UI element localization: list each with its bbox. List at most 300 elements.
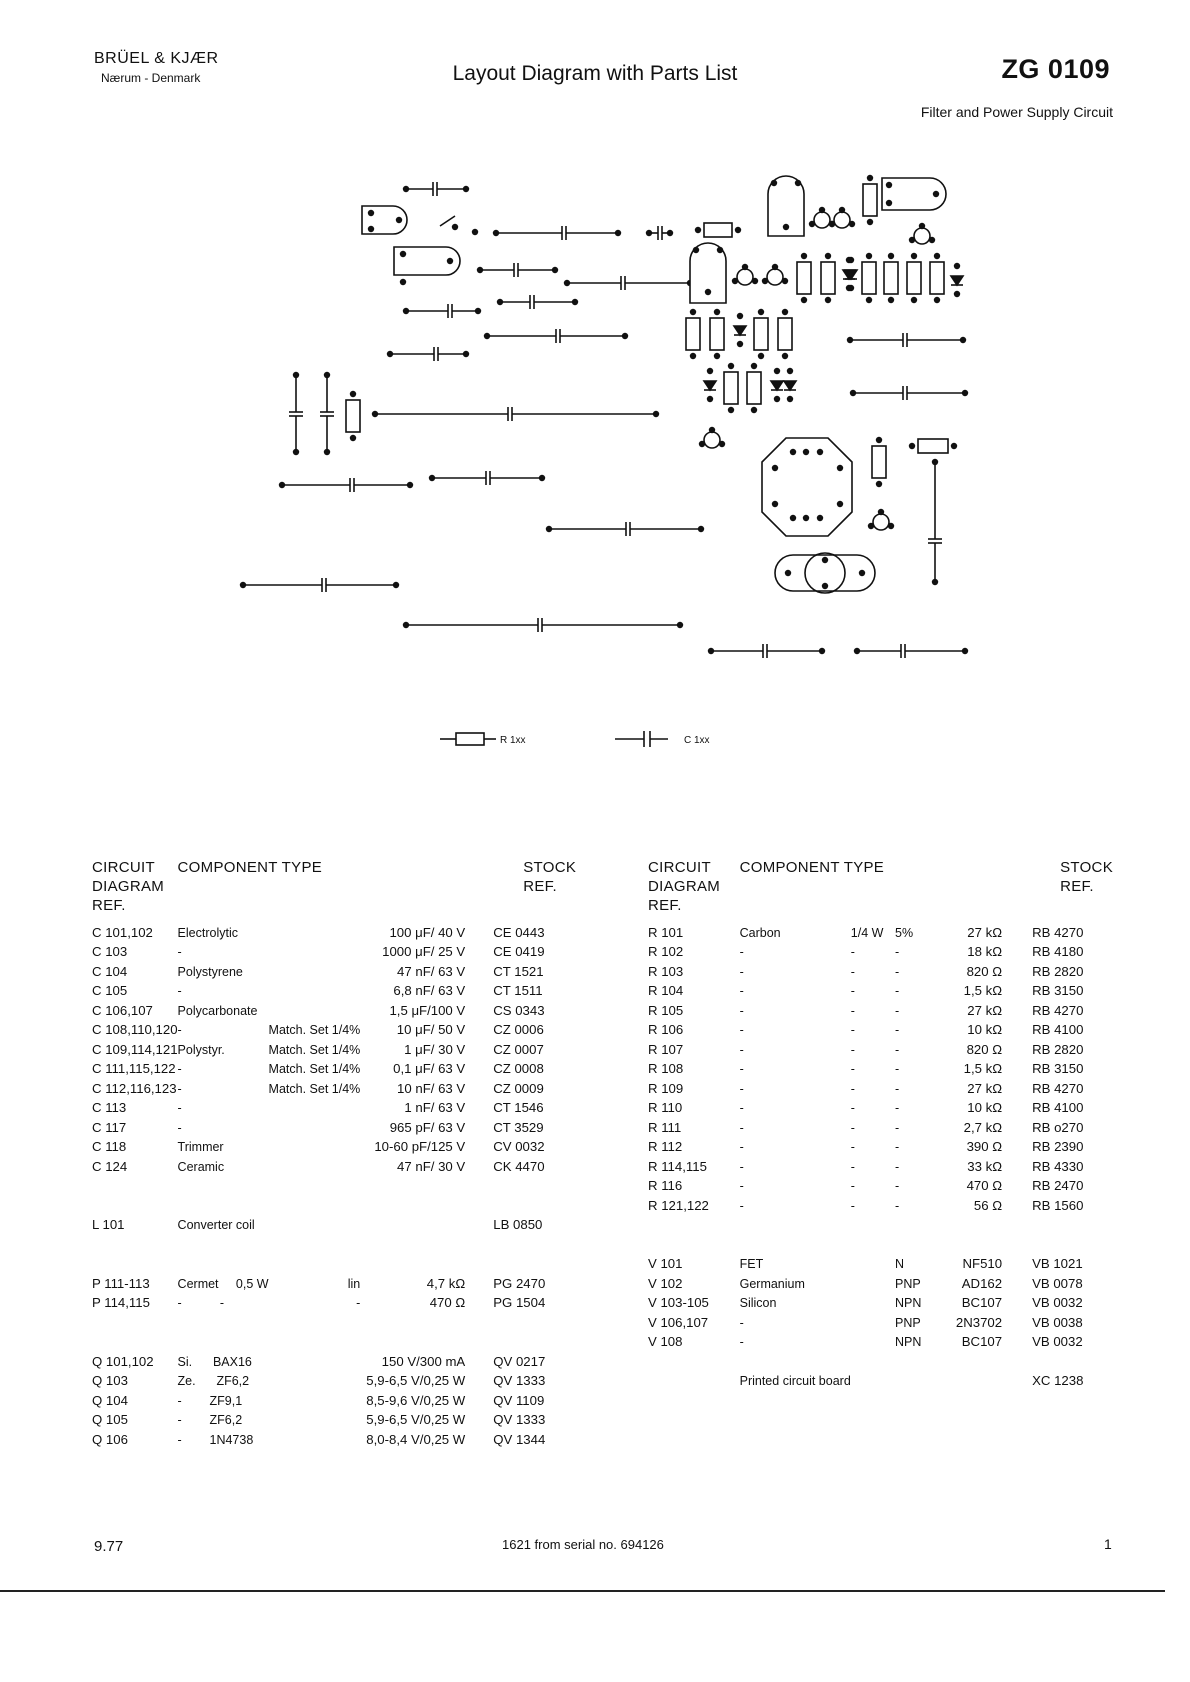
resistor-pad [876,481,882,487]
cell-stock: VB 0032 [1032,1295,1083,1310]
pot-pad [717,247,723,253]
table-row [648,1369,1113,1389]
resistor-pad [866,297,872,303]
cell-ref: R 121,122 [648,1197,709,1213]
cell-c: 4,7 kΩ [426,1275,466,1291]
cell-ref [92,1252,178,1272]
cell-d: BC107 [961,1334,1003,1349]
cell-a: - [177,945,182,959]
resistor-body [907,262,921,294]
cell-stock [493,1310,576,1330]
cell-ref: R 101 [648,924,684,940]
col-header-type: COMPONENT TYPE [177,859,323,876]
cell-ref: Q 105 [92,1412,128,1427]
cell-b [269,1174,367,1194]
cell-stock: CV 0032 [493,1139,545,1154]
cell-c: 150 V/300 mA [381,1353,466,1369]
cell-a [740,1349,851,1369]
resistor-pad [350,435,356,441]
cell-stock: RB o270 [1032,1119,1084,1135]
table-row [92,1408,576,1428]
coil-pad [803,449,809,455]
transistor-pad [878,509,884,515]
cell-b [269,1154,367,1174]
transistor-pad [849,221,855,227]
cell-d: 2,7 kΩ [963,1119,1003,1135]
resistor-pad [751,363,757,369]
table-row [648,1330,1113,1350]
cell-ref [648,1213,740,1233]
cell-a: - [177,1101,182,1115]
table-row [92,998,576,1018]
cell-d: 820 Ω [966,963,1003,979]
diode-pad [737,341,743,347]
cell-ref: R 105 [648,1002,684,1018]
cell-b: 1/4 W [850,925,884,940]
pot-pad [783,224,789,230]
transistor-body [914,228,930,244]
cell-stock: CZ 0009 [493,1080,544,1096]
cell-a: - [177,1062,182,1076]
cell-b: - [850,1042,855,1057]
pad [452,224,458,230]
pad [472,229,478,235]
table-row [648,1018,1113,1038]
transistor-pad [829,221,835,227]
diode-pad [787,396,793,402]
resistor-body [710,318,724,350]
cell-stock: QV 1109 [493,1392,545,1408]
resistor-pad [751,407,757,413]
transistor-body [767,269,783,285]
cell-b [269,998,367,1018]
table-row [92,1271,576,1291]
cell-b: - [850,1023,855,1037]
cell-ref: Q 101,102 [92,1353,154,1369]
page-subtitle: Filter and Power Supply Circuit [920,104,1113,120]
cell-a: Polystyrene [177,964,243,979]
cell-a: - [739,945,744,959]
transistor-pad [839,207,845,213]
table-row [648,1349,1113,1369]
cell-b: - [850,1081,855,1096]
table-row [92,1193,576,1213]
cell-a: - [739,1179,744,1193]
resistor-body [778,318,792,350]
resistor-pad [350,391,356,397]
cell-a [740,1232,851,1252]
table-row [92,940,576,960]
pot-pad [396,217,402,223]
cell-c: - [895,945,900,959]
cell-stock: CE 0419 [493,944,545,959]
table-row [648,1154,1113,1174]
cell-stock [493,1174,576,1194]
cell-b: - [850,984,855,998]
pad [859,570,865,576]
resistor-body [346,400,360,432]
cell-b [269,1427,367,1447]
resistor-pad [782,309,788,315]
cell-a [178,1252,269,1272]
table-row [92,1369,576,1389]
cell-b: - [850,1140,855,1154]
cell-a: FET [739,1257,764,1271]
pot-pad [705,289,711,295]
resistor-pad [758,353,764,359]
cell-ref: C 109,114,121 [92,1041,178,1057]
cell-stock: CT 3529 [493,1119,544,1135]
resistor-body [862,262,876,294]
cell-ref: C 103 [92,944,128,959]
cell-a: Germanium [739,1276,805,1291]
table-row [648,1252,1113,1272]
table-row [92,920,576,940]
cell-a: - [739,984,744,998]
cell-b: - [850,964,855,979]
cell-c: 965 pF/ 63 V [389,1119,466,1135]
cell-c: 470 Ω [429,1295,466,1310]
resistor-pad [866,253,872,259]
cell-b: Match. Set 1/4% [268,1023,361,1037]
cell-stock [493,1252,576,1272]
cell-stock: RB 2390 [1032,1139,1084,1154]
cell-stock: RB 4270 [1032,924,1084,940]
cell-a [178,1310,269,1330]
transistor-body [737,269,753,285]
resistor-body [724,372,738,404]
resistor-pad [876,437,882,443]
legend-capacitor-label: C 1xx [684,735,710,746]
coil-pad [803,515,809,521]
coil-pad [837,465,843,471]
cell-c: - [895,1198,900,1213]
table-row [92,1252,576,1272]
diode-body [704,381,716,390]
cell-b [269,1193,367,1213]
cell-b [269,1252,367,1272]
cell-c: 47 nF/ 63 V [397,963,466,979]
table-row [92,1388,576,1408]
cell-c: - [895,1120,900,1135]
cell-a: Carbon [739,925,781,940]
transistor-pad [762,278,768,284]
cell-c [366,1232,493,1252]
cell-c [366,1252,493,1272]
cell-stock: RB 1560 [1032,1197,1084,1213]
cell-stock: RB 2820 [1032,963,1084,979]
cell-b: - [850,1120,855,1135]
resistor-pad [934,297,940,303]
cell-stock: VB 0078 [1032,1275,1083,1291]
cell-stock [1032,1213,1113,1233]
brand-name: BRÜEL & KJÆR [94,50,219,67]
coil-pad [790,449,796,455]
table-row [92,1076,576,1096]
coil-pad [772,465,778,471]
cell-c: 10 nF/ 63 V [397,1080,466,1096]
document-code: ZG 0109 [1001,54,1110,84]
cell-ref: C 118 [92,1139,127,1154]
diode-pad [707,368,713,374]
resistor-pad [714,353,720,359]
cell-a: - [739,1081,744,1096]
transistor-body [873,514,889,530]
resistor-pad [911,297,917,303]
cell-ref: R 111 [648,1119,682,1135]
resistor-pad [825,253,831,259]
cell-d: NF510 [962,1256,1003,1271]
cell-b [851,1369,895,1389]
cell-ref: R 107 [648,1041,684,1057]
layout-diagram [0,0,1190,760]
pot-pad [795,180,801,186]
cell-ref: R 102 [648,944,684,959]
cell-b [269,1330,367,1350]
brand-location: Nærum - Denmark [101,71,201,85]
cell-ref: R 116 [648,1178,683,1193]
cell-ref: C 104 [92,963,128,979]
cell-c: NPN [895,1296,922,1310]
transistor-pad [909,237,915,243]
cell-a: Electrolytic [177,925,238,940]
cell-stock: RB 4270 [1032,1080,1084,1096]
cell-ref: V 102 [648,1275,683,1291]
cell-a: - - [177,1296,225,1310]
resistor-pad [714,309,720,315]
cell-stock [1032,1349,1113,1369]
cell-b: - [356,1296,361,1310]
pot-pad [886,200,892,206]
cell-stock: RB 4270 [1032,1002,1084,1018]
cell-c: 100 μF/ 40 V [389,924,466,940]
table-row [92,1310,576,1330]
pad [822,557,828,563]
cell-b [269,1349,367,1369]
cell-b: Match. Set 1/4% [268,1042,361,1057]
cell-a: - [739,1120,744,1135]
cell-a: Ze. ZF6,2 [177,1374,250,1388]
cell-b [269,940,367,960]
transistor-pad [742,264,748,270]
cell-stock: CT 1511 [493,983,543,998]
cell-c: - [895,964,900,979]
table-row [648,1037,1113,1057]
cell-a [178,1232,269,1252]
cell-a: - [739,1101,744,1115]
resistor-pad [801,253,807,259]
cell-b [269,920,367,940]
cell-ref: Q 103 [92,1373,128,1388]
resistor-body [821,262,835,294]
cell-b: lin [347,1276,361,1291]
cell-ref: R 106 [648,1022,684,1037]
legend-resistor-label: R 1xx [500,735,526,746]
cell-a: - [177,1120,182,1135]
cell-stock [493,1232,576,1252]
cell-c [366,1330,493,1350]
cell-ref [92,1310,178,1330]
transistor-pad [929,237,935,243]
cell-ref: R 104 [648,983,684,998]
cell-d: 27 kΩ [967,1080,1003,1096]
cell-a: - [739,1159,744,1174]
pad [785,570,791,576]
transistor-pad [782,278,788,284]
cell-c [895,1213,941,1233]
cell-c: - [895,1023,900,1037]
cell-a: - [739,1140,744,1154]
cell-d: 33 kΩ [967,1158,1003,1174]
resistor-pad [951,443,957,449]
resistor-pad [690,309,696,315]
cell-d [941,1369,1032,1389]
cell-c: 8,5-9,6 V/0,25 W [366,1392,466,1408]
cell-a [178,1193,269,1213]
cell-stock: CT 1521 [493,963,544,979]
cell-b [851,1252,895,1272]
cell-b [851,1213,895,1233]
cell-b [269,1408,367,1428]
cell-c [366,1310,493,1330]
cell-ref: C 117 [92,1119,127,1135]
cell-a [178,1174,269,1194]
cell-b [851,1330,895,1350]
cell-d: 820 Ω [966,1041,1003,1057]
cell-c: 8,0-8,4 V/0,25 W [366,1431,466,1447]
cell-ref: C 124 [92,1158,128,1174]
cell-a: Polycarbonate [177,1003,258,1018]
table-row [92,1037,576,1057]
table-row [92,1057,576,1077]
diode-pad [774,368,780,374]
cell-b [269,979,367,999]
cell-ref: C 108,110,120 [92,1022,178,1037]
cell-ref: R 114,115 [648,1158,707,1174]
cell-d: 390 Ω [966,1139,1003,1154]
table-row [648,1310,1113,1330]
resistor-body [704,223,732,237]
diode-body [784,381,796,390]
footer-date: 9.77 [94,1538,124,1555]
diode-body [951,276,963,285]
table-row [648,1115,1113,1135]
table-row [92,1349,576,1369]
resistor-pad [758,309,764,315]
table-row [92,1135,576,1155]
transistor-pad [772,264,778,270]
pad [822,583,828,589]
cell-stock: RB 2820 [1032,1041,1084,1057]
resistor-pad [825,297,831,303]
col-header-stock: STOCK REF. [523,859,577,895]
cell-stock: VB 0038 [1032,1314,1083,1330]
cell-d: 27 kΩ [967,924,1003,940]
cell-b: - [850,1159,855,1174]
coil-pad [790,515,796,521]
col-header-type: COMPONENT TYPE [739,859,885,876]
pot-pad [400,251,406,257]
cell-b [269,1096,367,1116]
cell-d: 27 kΩ [967,1002,1003,1018]
coil-pad [817,515,823,521]
cell-a: Trimmer [177,1140,224,1154]
cell-b [269,1369,367,1389]
transistor-body [814,212,830,228]
table-row [92,1291,576,1311]
cell-stock: CK 4470 [493,1158,545,1174]
cell-c: N [895,1257,905,1271]
cell-c: 1 μF/ 30 V [404,1041,466,1057]
cell-b [269,1232,367,1252]
cell-stock [493,1330,576,1350]
table-row [92,1330,576,1350]
cell-a: - [739,964,744,979]
transistor-pad [888,523,894,529]
cell-c: - [895,1140,900,1154]
cell-stock: CE 0443 [493,924,545,940]
cell-a: Converter coil [177,1218,255,1232]
cell-ref [648,1349,740,1369]
cell-b: - [850,1179,855,1193]
table-row [648,1213,1113,1233]
table-row [648,998,1113,1018]
cell-b: Match. Set 1/4% [268,1081,361,1096]
cell-a: - [739,1198,744,1213]
cell-a: - [739,1335,744,1349]
cell-c: PNP [895,1315,921,1330]
page-title: Layout Diagram with Parts List [452,62,738,85]
cell-c: 1000 μF/ 25 V [382,944,466,959]
cell-d: 18 kΩ [967,944,1003,959]
resistor-pad [934,253,940,259]
cell-b [851,1291,895,1311]
resistor-pad [728,363,734,369]
cell-c: - [895,1179,900,1193]
cell-ref [648,1369,740,1389]
table-row [648,920,1113,940]
cell-d: 10 kΩ [967,1100,1003,1115]
transistor-pad [732,278,738,284]
legend-resistor [456,733,484,745]
diode-body [734,326,746,335]
transistor-pad [709,427,715,433]
resistor-pad [690,353,696,359]
cell-ref: C 112,116,123 [92,1080,177,1096]
resistor-pad [695,227,701,233]
cell-ref: R 103 [648,963,684,979]
cell-a: - [739,1062,744,1076]
table-row [92,1018,576,1038]
cell-stock: CZ 0008 [493,1061,544,1076]
cell-c: 10 μF/ 50 V [396,1022,466,1037]
cell-d: 1,5 kΩ [963,1061,1003,1076]
cell-ref: R 108 [648,1061,684,1076]
pot-pad [771,180,777,186]
cell-ref: C 106,107 [92,1002,153,1018]
resistor-body [872,446,886,478]
cell-a: Ceramic [177,1159,225,1174]
cell-stock: RB 4180 [1032,944,1084,959]
cell-a: - [177,1081,182,1096]
cell-c: - [895,1081,900,1096]
transistor-body [834,212,850,228]
cell-c [366,1213,493,1233]
table-row [648,1271,1113,1291]
resistor-pad [735,227,741,233]
resistor-body [797,262,811,294]
cell-d: 56 Ω [973,1197,1003,1213]
